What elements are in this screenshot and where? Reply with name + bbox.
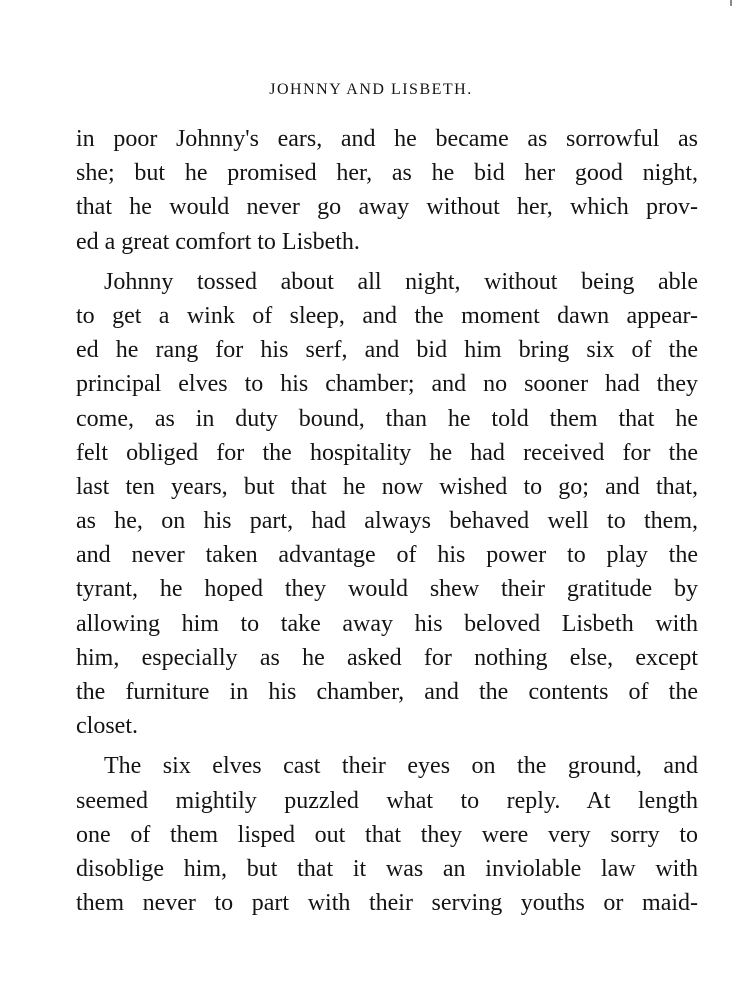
text-line: Johnny tossed about all night, without being able: [104, 268, 698, 295]
text-line: The six elves cast their eyes on the ground, and: [104, 753, 698, 780]
text-line: ed a great comfort to Lisbeth.: [76, 228, 360, 255]
text-line: allowing him to take away his beloved Lisbeth with: [76, 610, 698, 637]
text-line: felt obliged for the hospitality he had received for the: [76, 439, 698, 466]
text-line: tyrant, he hoped they would shew their gratitude by: [76, 576, 698, 603]
text-line: and never taken advantage of his power to play the: [76, 542, 698, 569]
text-line: one of them lisped out that they were very sorry to: [76, 821, 698, 848]
scan-mark: [730, 0, 732, 6]
body-text: [76, 122, 698, 920]
text-line: principal elves to his chamber; and no sooner had they: [76, 371, 698, 398]
text-line: closet.: [76, 713, 138, 740]
text-line: to get a wink of sleep, and the moment dawn appear-: [76, 302, 698, 329]
text-line: seemed mightily puzzled what to reply. At length: [76, 787, 698, 814]
text-line: the furniture in his chamber, and the contents of the: [76, 679, 698, 705]
text-line: him, especially as he asked for nothing else, except: [76, 644, 698, 671]
text-line: as he, on his part, had always behaved well to them,: [76, 508, 698, 535]
text-line: come, as in duty bound, than he told them that he: [76, 405, 698, 432]
text-line: in poor Johnny's ears, and he became as sorrowful as: [76, 126, 698, 152]
text-line: disoblige him, but that it was an inviolable law with: [76, 855, 698, 882]
text-line: she; but he promised her, as he bid her good night,: [76, 160, 698, 187]
running-head: JOHNNY AND LISBETH.: [269, 81, 473, 98]
text-line: them never to part with their serving youths or maid-: [76, 890, 698, 917]
text-line: ed he rang for his serf, and bid him bring six of the: [76, 337, 698, 364]
text-line: that he would never go away without her, which prov-: [76, 194, 698, 221]
text-line: last ten years, but that he now wished to go; and that,: [76, 473, 698, 500]
